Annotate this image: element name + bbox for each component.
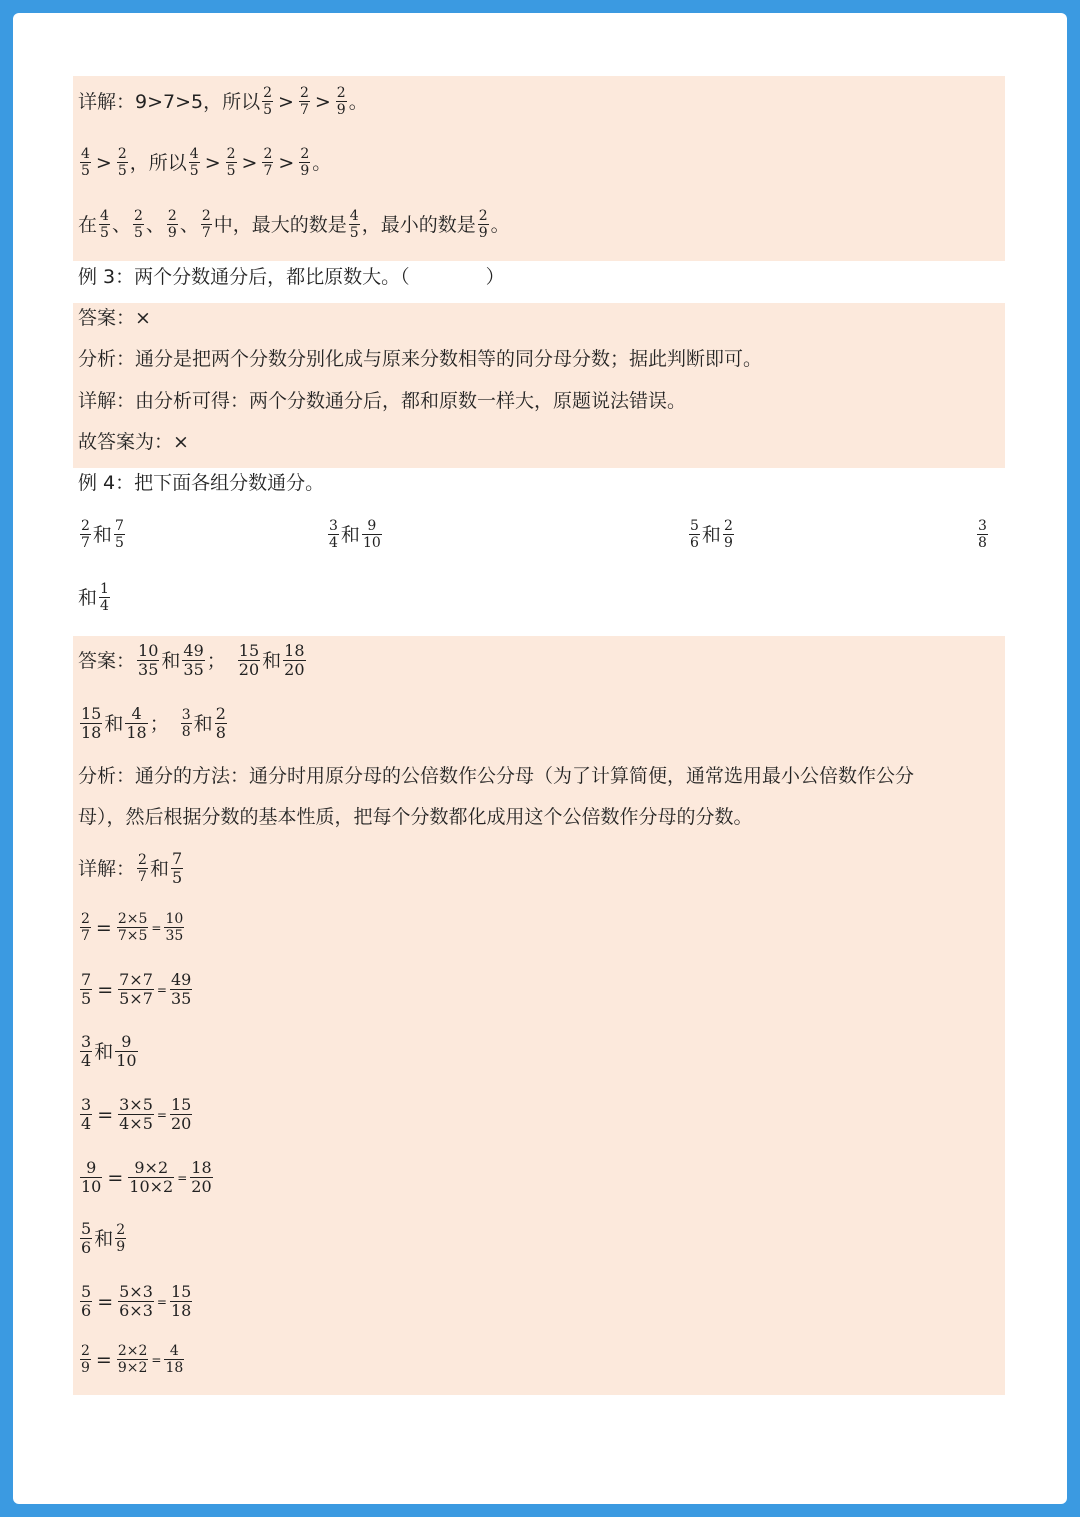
example4-pair-3: $\frac{5}{6}$ 和 $\frac{2}{9}$ bbox=[690, 518, 733, 551]
fraction: $\frac{2}{9}$ bbox=[167, 208, 177, 241]
example4-analysis-1: 分析：通分的方法：通分时用原分母的公倍数作公分母（为了计算简便，通常选用最小公倍数作公分 bbox=[78, 764, 915, 787]
fraction: $\frac{2}{9}$ bbox=[116, 1222, 126, 1255]
fraction: $\frac{10}{35}$ bbox=[165, 911, 184, 944]
example4-pair-1: $\frac{2}{7}$ 和 $\frac{7}{5}$ bbox=[81, 518, 124, 551]
fraction: $\frac{2}{9}$ bbox=[336, 85, 346, 118]
fraction: $\frac{4}{18}$ bbox=[165, 1343, 184, 1376]
fraction: $\frac{2\times 2}{9\times 2}$ bbox=[117, 1343, 148, 1376]
fraction: $\frac{3}{4}$ bbox=[81, 1095, 92, 1133]
fraction: $\frac{3}{8}$ bbox=[181, 707, 191, 740]
example3-question: 例 3：两个分数通分后，都比原数大。（ ） bbox=[78, 265, 505, 288]
example4-answer-box bbox=[73, 636, 1005, 1395]
example4-detail-header: 详解： $\frac{2}{7}$ 和 $\frac{7}{5}$ bbox=[78, 849, 183, 887]
fraction: $\frac{9}{10}$ bbox=[116, 1032, 137, 1070]
fraction: $\frac{4}{18}$ bbox=[126, 704, 147, 742]
fraction: $\frac{3}{4}$ bbox=[329, 518, 338, 551]
fraction: $\frac{2}{9}$ bbox=[478, 208, 488, 241]
fraction: $\frac{9}{10}$ bbox=[362, 518, 381, 551]
fraction: $\frac{2}{7}$ bbox=[81, 518, 90, 551]
fraction: $\frac{7\times 7}{5\times 7}$ bbox=[119, 970, 153, 1008]
example3-analysis: 分析：通分是把两个分数分别化成与原来分数相等的同分母分数；据此判断即可。 bbox=[78, 347, 763, 370]
fraction: $\frac{1}{4}$ bbox=[100, 581, 109, 614]
fraction: $\frac{2}{7}$ bbox=[81, 911, 90, 944]
fraction: $\frac{2}{7}$ bbox=[263, 146, 273, 179]
fraction: $\frac{49}{35}$ bbox=[170, 970, 192, 1008]
fraction: $\frac{2}{5}$ bbox=[226, 146, 236, 179]
detail-line-2: $\frac{4}{5}$ > $\frac{2}{5}$ ，所以 $\frac{4}{5}$ > $\frac{2}{5}$ > $\frac{2}{7}$ > $\frac{2}{9}$ 。 bbox=[81, 146, 332, 179]
example3-detail: 详解：由分析可得：两个分数通分后，都和原数一样大，原题说法错误。 bbox=[78, 389, 687, 412]
calc-step-3: $\frac{3}{4}$ = $\frac{3\times 5}{4\times 5}$ = $\frac{15}{20}$ bbox=[81, 1095, 192, 1133]
fraction: $\frac{49}{35}$ bbox=[183, 641, 204, 679]
example4-answer-line-1: 答案： $\frac{10}{35}$ 和 $\frac{49}{35}$ ； $\frac{15}{20}$ 和 $\frac{18}{20}$ bbox=[78, 641, 305, 679]
fraction: $\frac{7}{5}$ bbox=[114, 518, 124, 551]
fraction: $\frac{5\times 3}{6\times 3}$ bbox=[119, 1282, 153, 1320]
fraction: $\frac{2}{5}$ bbox=[133, 208, 143, 241]
fraction: $\frac{2}{8}$ bbox=[215, 704, 226, 742]
fraction: $\frac{18}{20}$ bbox=[284, 641, 305, 679]
fraction: $\frac{10}{35}$ bbox=[138, 641, 159, 679]
fraction: $\frac{9\times 2}{10\times 2}$ bbox=[129, 1158, 174, 1196]
fraction: $\frac{2}{7}$ bbox=[201, 208, 211, 241]
calc-step-2: $\frac{7}{5}$ = $\frac{7\times 7}{5\times 7}$ = $\frac{49}{35}$ bbox=[81, 970, 192, 1008]
detail-prefix: 详解：9>7>5，所以 bbox=[78, 90, 261, 113]
fraction: $\frac{5}{6}$ bbox=[81, 1219, 92, 1257]
detail-line-3: 在 $\frac{4}{5}$ 、 $\frac{2}{5}$ 、 $\frac{2}{9}$ 、 $\frac{2}{7}$ 中，最大的数是 $\frac{4}{5}$ ，最小的数是 $\frac{2}{9}$ 。 bbox=[78, 208, 510, 241]
fraction: $\frac{3}{4}$ bbox=[81, 1032, 92, 1070]
calc-step-4: $\frac{9}{10}$ = $\frac{9\times 2}{10\times 2}$ = $\frac{18}{20}$ bbox=[81, 1158, 212, 1196]
detail-line-1: 详解：9>7>5，所以 $\frac{2}{5}$ > $\frac{2}{7}$ > $\frac{2}{9}$ 。 bbox=[78, 85, 368, 118]
fraction: $\frac{2}{9}$ bbox=[300, 146, 310, 179]
fraction: $\frac{4}{5}$ bbox=[349, 208, 359, 241]
document-page bbox=[13, 13, 1067, 1504]
fraction: $\frac{5}{6}$ bbox=[690, 518, 699, 551]
example3-conclusion: 故答案为：× bbox=[78, 430, 189, 453]
fraction: $\frac{18}{20}$ bbox=[191, 1158, 212, 1196]
fraction: $\frac{2\times 5}{7\times 5}$ bbox=[117, 911, 148, 944]
fraction: $\frac{15}{20}$ bbox=[238, 641, 260, 679]
example4-answer-line-2: $\frac{15}{18}$ 和 $\frac{4}{18}$ ； $\frac{3}{8}$ 和 $\frac{2}{8}$ bbox=[81, 704, 226, 742]
fraction: $\frac{4}{5}$ bbox=[81, 146, 90, 179]
fraction: $\frac{15}{20}$ bbox=[170, 1095, 192, 1133]
fraction: $\frac{2}{5}$ bbox=[263, 85, 273, 118]
fraction: $\frac{2}{7}$ bbox=[299, 85, 309, 118]
example4-question: 例 4：把下面各组分数通分。 bbox=[78, 471, 325, 494]
fraction: $\frac{9}{10}$ bbox=[81, 1158, 102, 1196]
calc-step-5: $\frac{5}{6}$ = $\frac{5\times 3}{6\times 3}$ = $\frac{15}{18}$ bbox=[81, 1282, 192, 1320]
fraction: $\frac{2}{9}$ bbox=[723, 518, 733, 551]
fraction: $\frac{3}{8}$ bbox=[978, 518, 987, 551]
fraction: $\frac{2}{9}$ bbox=[81, 1343, 90, 1376]
fraction: $\frac{15}{18}$ bbox=[170, 1282, 192, 1320]
example4-pair-2: $\frac{3}{4}$ 和 $\frac{9}{10}$ bbox=[329, 518, 381, 551]
calc-step-1: $\frac{2}{7}$ = $\frac{2\times 5}{7\times 5}$ = $\frac{10}{35}$ bbox=[81, 911, 184, 944]
example4-pair-4b: 和 $\frac{1}{4}$ bbox=[78, 581, 109, 614]
fraction: $\frac{15}{18}$ bbox=[81, 704, 102, 742]
fraction: $\frac{3\times 5}{4\times 5}$ bbox=[119, 1095, 153, 1133]
calc-pair-3-header: $\frac{5}{6}$ 和 $\frac{2}{9}$ bbox=[81, 1219, 126, 1257]
example3-answer-box bbox=[73, 303, 1005, 468]
fraction: $\frac{4}{5}$ bbox=[189, 146, 199, 179]
fraction: $\frac{7}{5}$ bbox=[171, 849, 183, 887]
calc-step-6: $\frac{2}{9}$ = $\frac{2\times 2}{9\times 2}$ = $\frac{4}{18}$ bbox=[81, 1343, 184, 1376]
fraction: $\frac{7}{5}$ bbox=[81, 970, 92, 1008]
fraction: $\frac{4}{5}$ bbox=[100, 208, 109, 241]
example4-pair-4a bbox=[975, 515, 990, 555]
fraction: $\frac{2}{7}$ bbox=[138, 852, 147, 885]
calc-pair-2-header: $\frac{3}{4}$ 和 $\frac{9}{10}$ bbox=[81, 1032, 137, 1070]
example3-answer: 答案：× bbox=[78, 306, 151, 329]
example4-analysis-2: 母），然后根据分数的基本性质，把每个分数都化成用这个公倍数作分母的分数。 bbox=[78, 805, 753, 828]
fraction: $\frac{2}{5}$ bbox=[117, 146, 127, 179]
fraction: $\frac{5}{6}$ bbox=[81, 1282, 92, 1320]
